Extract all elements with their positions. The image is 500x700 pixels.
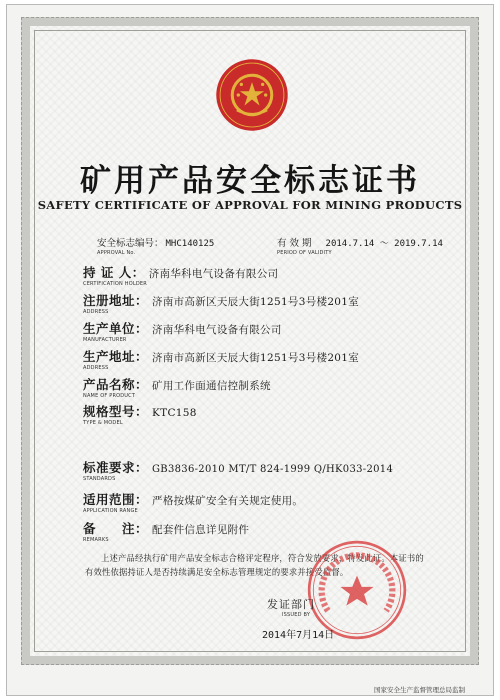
certificate <box>6 4 494 696</box>
field-manufacturer: 生产单位： 济南华科电气设备有限公司 MANUFACTURER <box>83 321 282 343</box>
issue-date: 2014年7月14日 <box>262 630 335 641</box>
field-holder: 持 证 人： 济南华科电气设备有限公司 CERTIFICATION HOLDER <box>83 265 279 287</box>
field-production-address: 生产地址： 济南市高新区天辰大街1251号3号楼201室 ADDRESS <box>83 349 360 371</box>
validity-value: 2014.7.14 ～ 2019.7.14 <box>325 239 443 249</box>
validity-label: 有 效 期 <box>277 238 312 249</box>
validity-period <box>277 231 443 256</box>
validity-label-en: PERIOD OF VALIDITY <box>277 250 332 256</box>
approval-value: MHC140125 <box>165 239 215 249</box>
approval-number <box>97 231 214 256</box>
approval-label: 安全标志编号： <box>97 238 164 249</box>
certificate-title-cn: 矿用产品安全标志证书 <box>80 163 420 199</box>
approval-label-en: APPROVAL No. <box>97 250 136 256</box>
emblem-icon <box>214 57 290 133</box>
certificate-statement: 上述产品经执行矿用产品安全标志合格评定程序，符合发放要求，特发此证。本证书的有效性依据持证人是否持续满足安全标志管理规定的要求并接受监督。 <box>85 553 424 577</box>
issuer-label: 发证部门 <box>267 598 315 611</box>
field-application-range: 适用范围： 严格按煤矿安全有关规定使用。 APPLICATION RANGE <box>83 492 304 514</box>
field-standards: 标准要求： GB3836-2010 MT/T 824-1999 Q/HK033-2014 STANDARDS <box>83 460 394 482</box>
field-product-name: 产品名称： 矿用工作面通信控制系统 NAME OF PRODUCT <box>83 377 271 399</box>
field-remarks: 备 注： 配套件信息详见附件 REMARKS <box>83 521 250 543</box>
footer-note: 国家安全生产监督管理总局监制 <box>374 686 465 694</box>
certificate-title-en: SAFETY CERTIFICATE OF APPROVAL FOR MINING PRODUCTS <box>37 198 463 212</box>
issuer-label-en: ISSUED BY <box>282 612 311 618</box>
field-type-model: 规格型号： KTC158 TYPE & MODEL <box>83 404 197 426</box>
field-registered-address: 注册地址： 济南市高新区天辰大街1251号3号楼201室 ADDRESS <box>83 293 360 315</box>
